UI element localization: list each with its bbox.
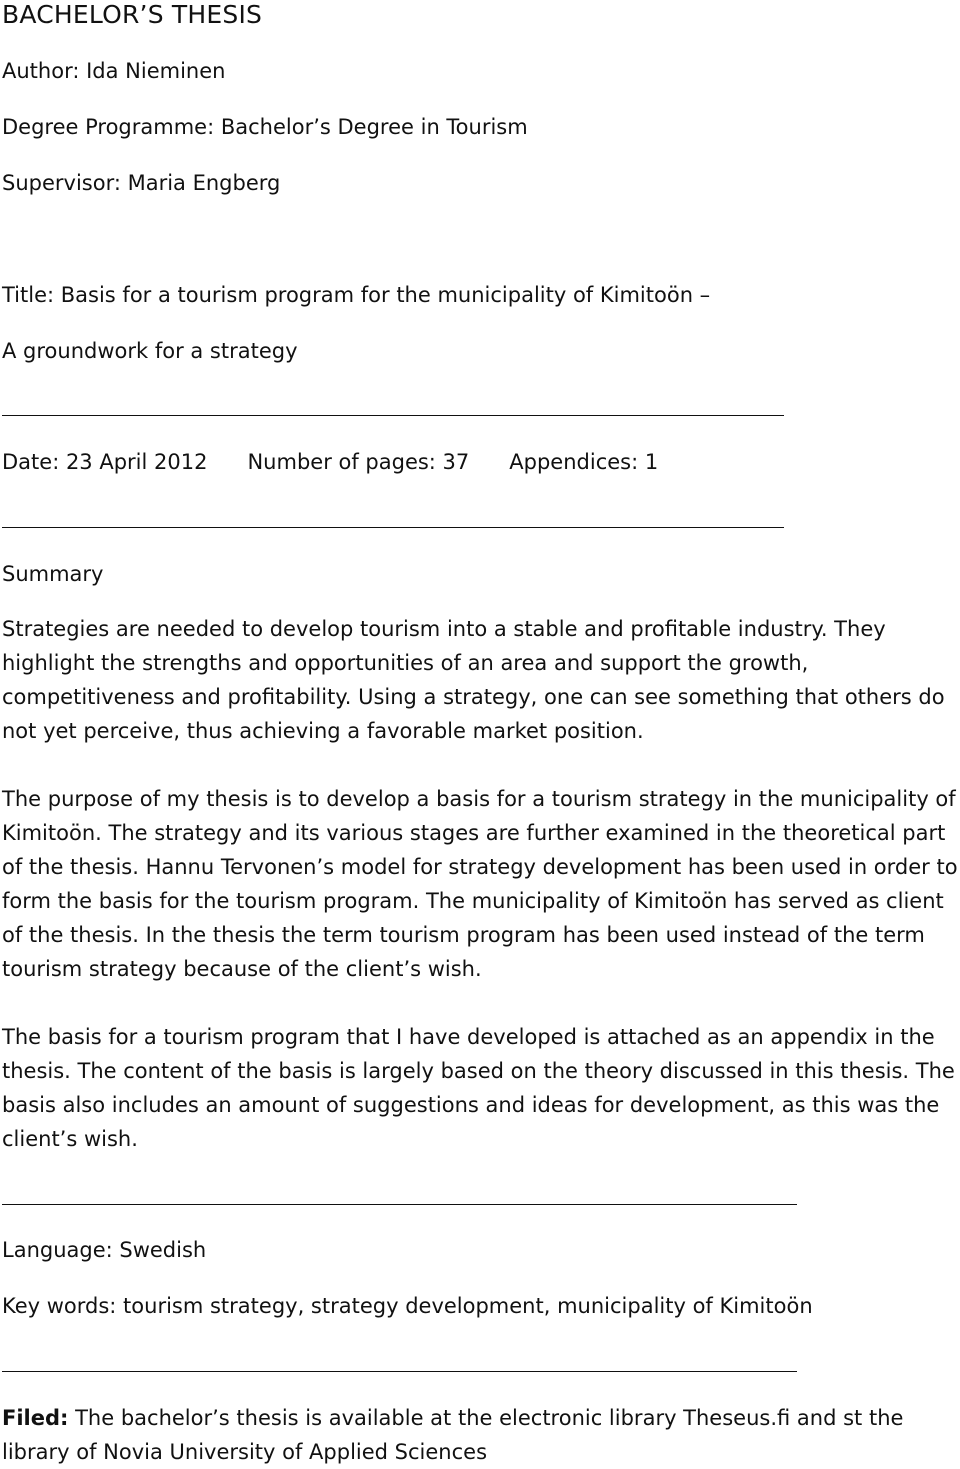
divider-rule: [2, 1204, 797, 1205]
meta-line: [2, 448, 658, 476]
supervisor-line: Supervisor: Maria Engberg: [2, 171, 281, 195]
appendices-text: Appendices: 1: [509, 450, 659, 474]
filed-label: Filed:: [2, 1406, 69, 1430]
filed-line: [2, 1401, 960, 1469]
title-line-1: Title: Basis for a tourism program for the municipality of Kimitoön –: [2, 283, 711, 307]
divider-rule: [2, 415, 784, 416]
title-line-2: A groundwork for a strategy: [2, 339, 298, 363]
summary-heading: Summary: [2, 562, 104, 586]
divider-rule: [2, 527, 784, 528]
programme-line: Degree Programme: Bachelor’s Degree in Tourism: [2, 115, 528, 139]
summary-paragraph-1: Strategies are needed to develop tourism into a stable and profitable industry. They highlight the strengths and opportunities of an area and support the growth, competitiveness and profitability. Using a strategy, one can see something that others do not yet perceive, thus achieving a favorable market position.: [2, 617, 945, 743]
summary-paragraph-3: The basis for a tourism program that I have developed is attached as an appendix in the thesis. The content of the basis is largely based on the theory discussed in this thesis. The basis also includes an amount of suggestions and ideas for development, as this was the client’s wish.: [2, 1025, 955, 1151]
pages-text: Number of pages: 37: [247, 450, 470, 474]
filed-text: The bachelor’s thesis is available at the electronic library Theseus.fi and st the library of Novia University of Applied Sciences: [2, 1406, 904, 1464]
language-line: Language: Swedish: [2, 1238, 207, 1262]
thesis-heading: BACHELOR’S THESIS: [2, 0, 263, 29]
divider-rule: [2, 1371, 797, 1372]
summary-paragraph-2: The purpose of my thesis is to develop a basis for a tourism strategy in the municipality of Kimitoön. The strategy and its various stages are further examined in the theoretical part of the thesis. Hannu Tervonen’s model for strategy development has been used in order to form the basis for the tourism program. The municipality of Kimitoön has served as client of the thesis. In the thesis the term tourism program has been used instead of the term tourism strategy because of the client’s wish.: [2, 787, 958, 981]
date-text: Date: 23 April 2012: [2, 450, 208, 474]
keywords-line: Key words: tourism strategy, strategy development, municipality of Kimitoön: [2, 1294, 813, 1318]
author-line: Author: Ida Nieminen: [2, 59, 226, 83]
